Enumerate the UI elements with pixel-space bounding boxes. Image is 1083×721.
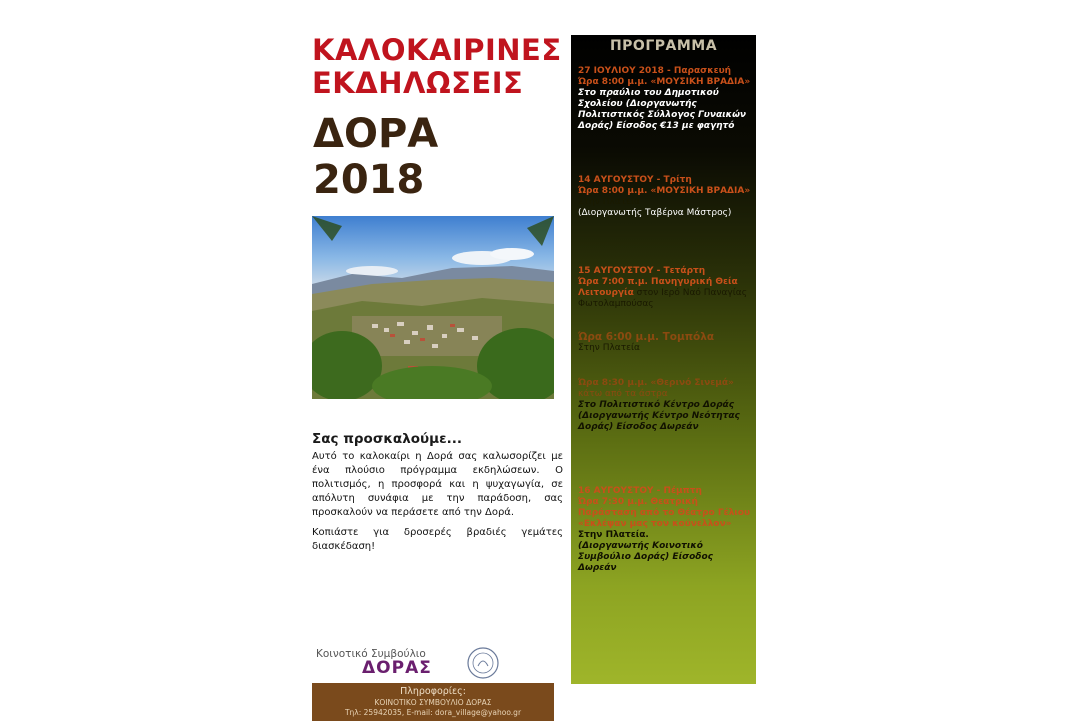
title-line2: ΕΚΔΗΛΩΣΕΙΣ	[312, 66, 524, 100]
event-time: Ώρα 7:30 μ.μ. Θεατρική Παράσταση από το Θέατρο Γέλιου «Εκλέψαν μας τον κούνελλον»	[578, 497, 751, 529]
program-title: ΠΡΟΓΡΑΜΜΑ	[609, 38, 718, 54]
council-logo-name: ΔΟΡΑΣ	[362, 658, 432, 678]
info-org: ΚΟΙΝΟΤΙΚΟ ΣΥΜΒΟΥΛΙΟ ΔΟΡΑΣ	[374, 698, 492, 707]
program-panel	[571, 35, 756, 684]
invite-closing: Κοπιάστε για δροσερές βραδιές γεμάτες διασκέδαση!	[312, 527, 563, 552]
info-contact: Τηλ: 25942035, E-mail: dora_village@yahoo.gr	[344, 708, 522, 717]
event-details: στον Ιερό Ναό Παναγίας Φωτολαμπούσας	[578, 288, 748, 309]
event-details: (Διοργανωτής Κοινοτικό Συμβούλιο Δοράς) Είσοδος Δωρεάν	[578, 541, 713, 573]
council-logo-label: Κοινοτικό Συμβούλιο	[316, 648, 426, 660]
event-time: Ώρα 6:00 μ.μ. Τομπόλα	[578, 331, 715, 343]
event-time: Ώρα 8:00 μ.μ. «ΜΟΥΣΙΚΗ ΒΡΑΔΙΑ»	[578, 186, 751, 196]
info-title: Πληροφορίες:	[400, 686, 466, 697]
event-item	[578, 266, 752, 310]
village-name: ΔΟΡΑ	[313, 111, 439, 157]
event-item	[578, 66, 752, 132]
event-date: 15 ΑΥΓΟΥΣΤΟΥ - Τετάρτη	[578, 266, 706, 276]
event-item	[578, 175, 752, 219]
event-place: Στην Πλατεία	[578, 343, 640, 353]
event-details: Στο πραύλιο του Δημοτικού Σχολείου (Διοργανωτής Πολιτιστικός Σύλλογος Γυναικών Δοράς) Είσοδος €13 με φαγητό	[578, 88, 747, 131]
event-date: 14 ΑΥΓΟΥΣΤΟΥ - Τρίτη	[578, 175, 692, 185]
village-photo	[312, 216, 554, 399]
event-time: Ώρα 7:00 π.μ. Πανηγυρική Θεία Λειτουργία	[578, 277, 738, 298]
event-time: Ώρα 8:00 μ.μ. «ΜΟΥΣΙΚΗ ΒΡΑΔΙΑ»	[578, 77, 751, 87]
council-seal-icon	[466, 646, 500, 680]
event-details: (Διοργανωτής Ταβέρνα Μάστρος)	[578, 208, 732, 218]
event-item	[578, 332, 752, 354]
event-item	[578, 378, 752, 433]
event-date: 16 ΑΥΓΟΥΣΤΟΥ - Πέμπτη	[578, 486, 702, 496]
invite-paragraph: Αυτό το καλοκαίρι η Δορά σας καλωσορίζει με ένα πλούσιο πρόγραμμα εκδηλώσεων. Ο πολιτισμός, η προσφορά και η ψυχαγωγία, σε απόλυτη συνάφια με την παράδοση, σας προσκαλούν να περάσετε από την Δορά.	[312, 451, 563, 518]
event-time: Ώρα 8:30 μ.μ. «Θερινό Σινεμά»	[578, 378, 734, 388]
event-date: 27 ΙΟΥΛΙΟΥ 2018 - Παρασκευή	[578, 66, 732, 76]
event-place: Στην Πλατεία	[578, 197, 640, 207]
info-box	[312, 683, 554, 721]
event-year: 2018	[313, 157, 425, 203]
title-line1: ΚΑΛΟΚΑΙΡΙΝΕΣ	[312, 33, 562, 67]
event-place: Στην Πλατεία.	[578, 530, 649, 540]
event-place: κάτω από τα άστρα	[578, 389, 668, 399]
invite-heading: Σας προσκαλούμε...	[312, 431, 462, 447]
event-item	[578, 486, 752, 574]
event-details: Στο Πολιτιστικό Κέντρο Δοράς (Διοργανωτής Κέντρο Νεότητας Δοράς) Είσοδος Δωρεάν	[578, 400, 740, 432]
